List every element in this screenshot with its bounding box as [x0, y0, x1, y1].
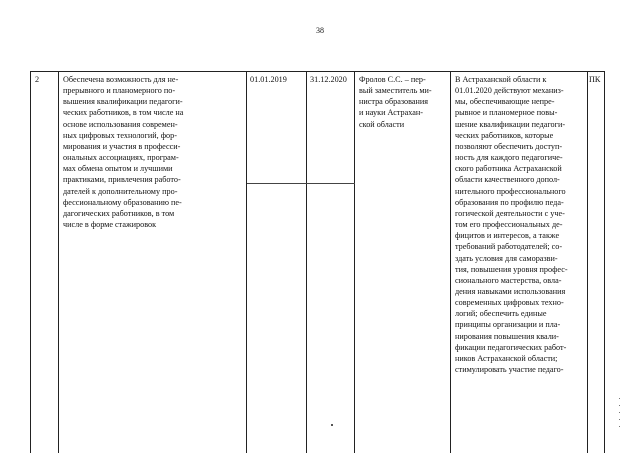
result-cell	[451, 72, 588, 453]
responsible-cell	[355, 72, 451, 453]
indicator-cell	[588, 72, 605, 453]
measure-description: Обеспечена возможность для не- прерывного и планомерного по- вышения квалификации педагоги- ческих работников, в том числе на основе использования современ- ных цифровых технологий, фор- мирования и участия в професси- ональных ассоциациях, програм- мах обмена опытом и лучшими практиками, привлечения работо- дателей к дополнительному про- фессиональному образованию пе- дагогических работников, в том числе в форме стажировок	[63, 75, 184, 230]
scan-dot	[619, 405, 620, 406]
description-cell	[59, 72, 247, 453]
scan-dot	[619, 398, 620, 399]
start-date-cell	[247, 72, 307, 453]
end-date: 31.12.2020	[310, 75, 347, 84]
date-cells-divider	[247, 183, 355, 184]
end-date-cell	[307, 72, 355, 453]
scan-artifact-dots	[618, 398, 622, 438]
scan-dot	[619, 412, 620, 413]
page-number: 38	[316, 26, 324, 35]
indicator-code: ПК	[589, 75, 601, 84]
plan-table	[30, 71, 605, 453]
scan-dot	[619, 426, 620, 427]
row-number-cell	[31, 72, 59, 453]
start-date: 01.01.2019	[250, 75, 287, 84]
scan-speck	[331, 424, 333, 426]
row-number: 2	[35, 75, 40, 84]
responsible-person: Фролов С.С. – пер- вый заместитель ми- нистра образования и науки Астрахан- ской области	[359, 75, 432, 129]
scan-dot	[619, 419, 620, 420]
expected-result: В Астраханской области к 01.01.2020 действуют механиз- мы, обеспечивающие непре- рывное и планомерное повы- шение квалификации педагоги- ческих работников, которые позволяют обеспечить доступ- ность для каждого педагогиче- ского работника Астраханской области качественного допол- нительного профессионального образования по профилю педа- гогической деятельности с уче- том его профессиональных де- фицитов и интересов, а также требований работодателей; со- здать условия для саморазви- тия, повышения уровня профес- сионального мастерства, овла- дения навыками использования современных цифровых техно- логий; обеспечить единые принципы организации и пла- нирования повышения квали- фикации педагогических работ- ников Астраханской области; стимулировать участие педаго-	[455, 75, 568, 375]
